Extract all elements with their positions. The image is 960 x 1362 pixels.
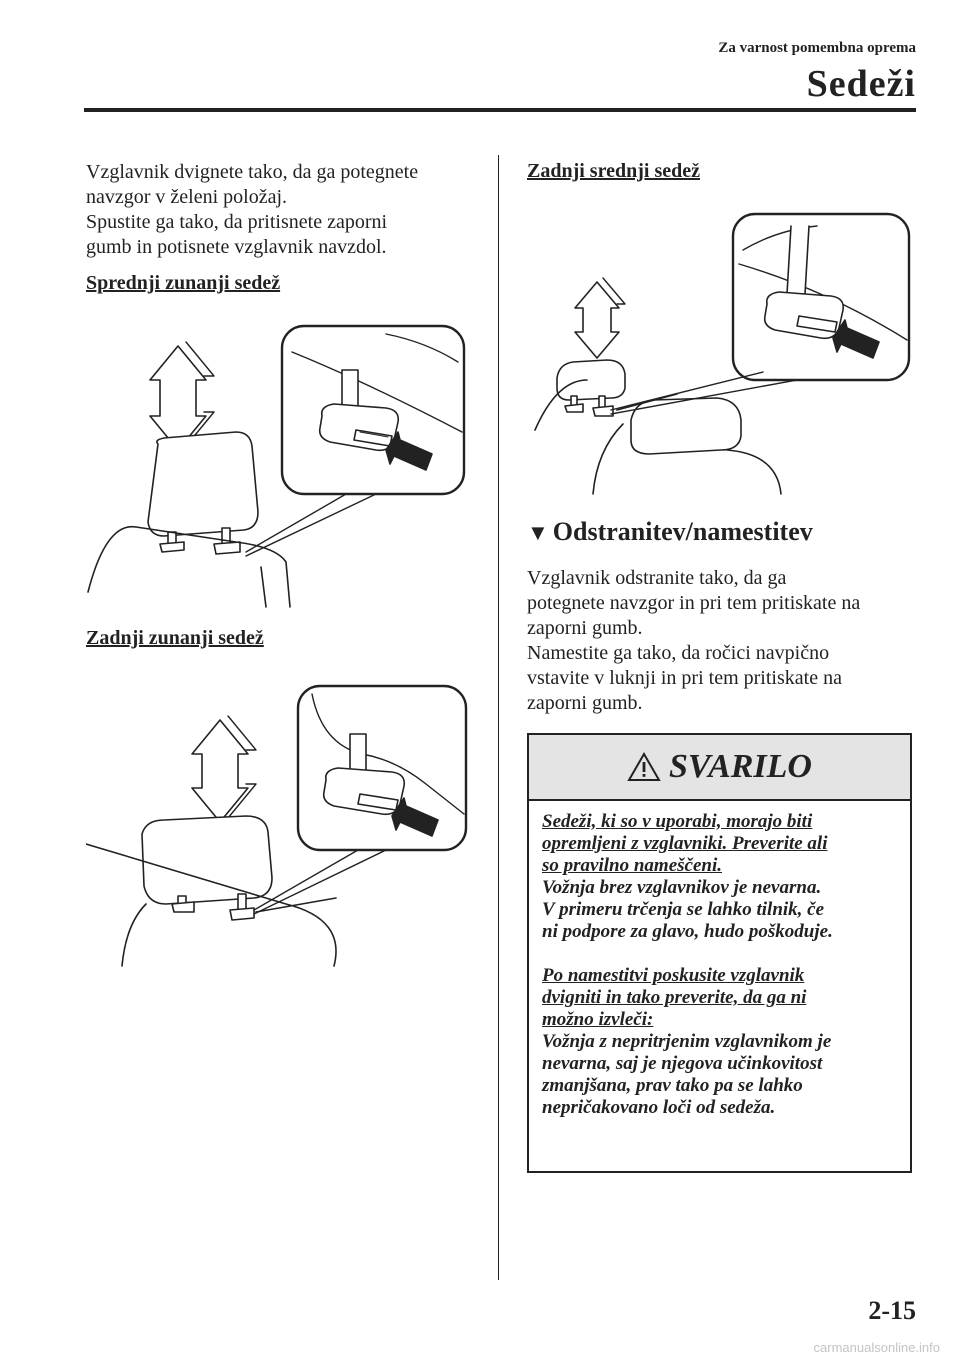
section-heading	[527, 517, 813, 547]
section-title: Odstranitev/namestitev	[552, 517, 813, 546]
warning-emphasis-line: možno izvleči:	[542, 1009, 654, 1030]
figure-rear-outer-headrest	[86, 684, 476, 969]
body-line: zaporni gumb.	[527, 692, 643, 714]
intro-line: Vzglavnik dvignete tako, da ga potegnete	[86, 161, 419, 183]
warning-emphasis-line: so pravilno nameščeni.	[542, 855, 722, 876]
warning-header	[529, 735, 910, 801]
header-rule	[84, 108, 916, 112]
warning-spacer	[542, 943, 900, 965]
body-line: zaporni gumb.	[527, 617, 643, 639]
figure-front-headrest	[86, 322, 476, 612]
removal-paragraph	[527, 566, 860, 716]
intro-line: Spustite ga tako, da pritisnete zaporni	[86, 211, 388, 233]
heading-rear-center-seat: Zadnji srednji sedež	[527, 160, 700, 182]
up-down-arrow-icon	[192, 716, 256, 822]
body-line: potegnete navzgor in pri tem pritiskate na	[527, 592, 861, 614]
intro-line: gumb in potisnete vzglavnik navzdol.	[86, 236, 387, 258]
warning-emphasis-line: Sedeži, ki so v uporabi, morajo biti	[542, 811, 813, 832]
triangle-marker-icon: ▼	[527, 520, 549, 545]
warning-line: zmanjšana, prav tako pa se lahko	[542, 1075, 803, 1096]
warning-line: Vožnja z nepritrjenim vzglavnikom je	[542, 1031, 832, 1052]
heading-front-outer-seat: Sprednji zunanji sedež	[86, 272, 281, 294]
up-down-arrow-icon	[150, 342, 214, 450]
warning-emphasis-line: Po namestitvi poskusite vzglavnik	[542, 965, 805, 986]
warning-title: SVARILO	[669, 748, 812, 785]
warning-line: Vožnja brez vzglavnikov je nevarna.	[542, 877, 822, 898]
watermark: carmanualsonline.info	[813, 1340, 940, 1355]
running-header-section: Za varnost pomembna oprema	[718, 40, 916, 56]
column-divider	[498, 155, 499, 1280]
figure-rear-center-headrest	[527, 210, 917, 500]
page-number: 2-15	[868, 1296, 916, 1325]
warning-emphasis-line: dvigniti in tako preverite, da ga ni	[542, 987, 807, 1008]
warning-line: nevarna, saj je njegova učinkovitost	[542, 1053, 823, 1074]
intro-line: navzgor v želeni položaj.	[86, 186, 288, 208]
body-line: vstavite v luknji in pri tem pritiskate na	[527, 667, 842, 689]
up-down-arrow-icon	[575, 278, 625, 358]
warning-line: V primeru trčenja se lahko tilnik, če	[542, 899, 825, 920]
warning-body	[529, 801, 910, 1119]
intro-paragraph	[86, 160, 418, 260]
body-line: Vzglavnik odstranite tako, da ga	[527, 567, 787, 589]
page-title: Sedeži	[806, 63, 916, 105]
heading-rear-outer-seat: Zadnji zunanji sedež	[86, 627, 264, 649]
warning-line: nepričakovano loči od sedeža.	[542, 1097, 776, 1118]
warning-line: ni podpore za glavo, hudo poškoduje.	[542, 921, 833, 942]
warning-box	[527, 733, 912, 1173]
warning-emphasis-line: opremljeni z vzglavniki. Preverite ali	[542, 833, 828, 854]
body-line: Namestite ga tako, da ročici navpično	[527, 642, 830, 664]
warning-triangle-icon	[627, 752, 661, 782]
